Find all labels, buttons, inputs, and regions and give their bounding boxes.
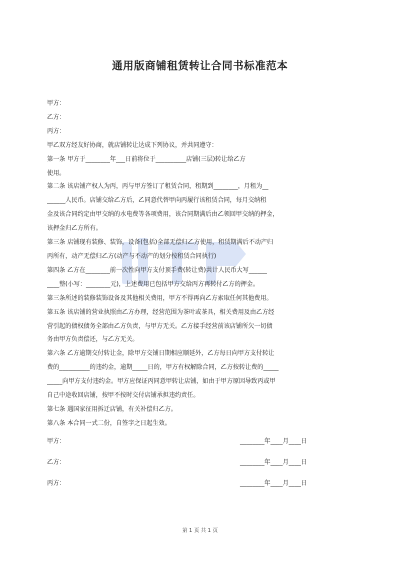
contract-line: 第六条 乙方逾期交付转让金，除甲方交铺日期相应顺延外，乙方每日向甲方支付转让 bbox=[47, 350, 275, 358]
contract-line: 第八条 本合同一式二份，自签字之日起生效。 bbox=[47, 419, 171, 427]
contract-line: 丙所有，动产无偿归乙方(动产与不动产的划分按租赁合同执行) bbox=[47, 252, 217, 260]
contract-line: 甲方： bbox=[47, 100, 66, 107]
signature-party-a: 甲方： bbox=[47, 438, 66, 445]
contract-line: 该押金归乙方所有。 bbox=[47, 225, 102, 233]
signature-row-c bbox=[47, 478, 359, 492]
contract-line: 营引起的债权债务全部由乙方负责，与甲方无关。乙方接手经营前该店铺所欠一切债 bbox=[47, 322, 273, 330]
signature-date-c: ________年____月____日 bbox=[240, 480, 308, 487]
contract-line: 甲乙双方经友好协商，就店铺转让达成下列协议，并共同遵守： bbox=[47, 141, 218, 149]
signature-date-a: ________年____月____日 bbox=[240, 438, 308, 445]
signature-row-b bbox=[47, 457, 359, 471]
contract-line: 第七条 遇国家征用拆迁店铺，有关补偿归乙方。 bbox=[47, 405, 177, 413]
contract-line: 费的__________的违约金，逾期_____日的，甲方有权解除合同，乙方按转让费的_____ bbox=[47, 364, 279, 372]
contract-line: 第一条 甲方于________年___日前将位于__________店铺(三层)转让给乙方 bbox=[47, 155, 246, 163]
contract-line: 丙方： bbox=[47, 127, 66, 135]
contract-line: 使用。 bbox=[47, 169, 66, 177]
contract-line: 第五条 该店铺的营业执照由乙方办理，经营范围为茶叶或茶具，相关费用及由乙方经 bbox=[47, 308, 275, 316]
contract-body bbox=[47, 97, 359, 431]
page-footer: 第 1 页 共 1 页 bbox=[182, 528, 218, 534]
contract-line: _____向甲方支付违约金。甲方应保证丙同意甲转让店铺，如由于甲方原因导致丙或甲 bbox=[47, 378, 276, 386]
document-title: 通用版商铺租赁转让合同书标准范本 bbox=[112, 60, 288, 72]
signature-row-a bbox=[47, 436, 359, 450]
contract-line: 自己中途收回店铺，按甲不按时交付店铺承担违约责任。 bbox=[47, 392, 200, 400]
contract-line: 第四条 乙方在________前一次性向甲方支付顶手费(转让费)共计人民币大写______ bbox=[47, 266, 267, 274]
signature-party-b: 乙方： bbox=[47, 459, 66, 466]
signature-date-b: ________年____月____日 bbox=[240, 459, 308, 466]
contract-line: ______人民币。店铺交给乙方后，乙同意代替甲向丙履行该租赁合同，每月交纳租 bbox=[47, 197, 267, 205]
contract-line: 金及该合同约定由甲交纳的水电费等各项费用，该合同期满后由乙领回甲交纳的押金， bbox=[47, 211, 279, 219]
signature-party-c: 丙方： bbox=[47, 480, 66, 487]
contract-line: 务由甲方负责偿还，与乙方无关。 bbox=[47, 336, 139, 344]
contract-line: 第二条 该店铺产权人为丙，丙与甲方签订了租赁合同，租期到________，月租为__ bbox=[47, 183, 269, 191]
contract-line: 乙方： bbox=[47, 113, 66, 121]
contract-line: 第三条所述的装修装饰设备及其他相关费用，甲方不得再向乙方索取任何其他费用。 bbox=[47, 294, 273, 302]
contract-line: 第三条 店铺现有装修、装饰，设备(包括)全部无偿归乙方使用，租赁期满后不动产归 bbox=[47, 239, 274, 247]
contract-line: ____整(小写：________元)，上述费用已包括甲方交给丙方再转付乙方的押金。 bbox=[47, 280, 259, 288]
